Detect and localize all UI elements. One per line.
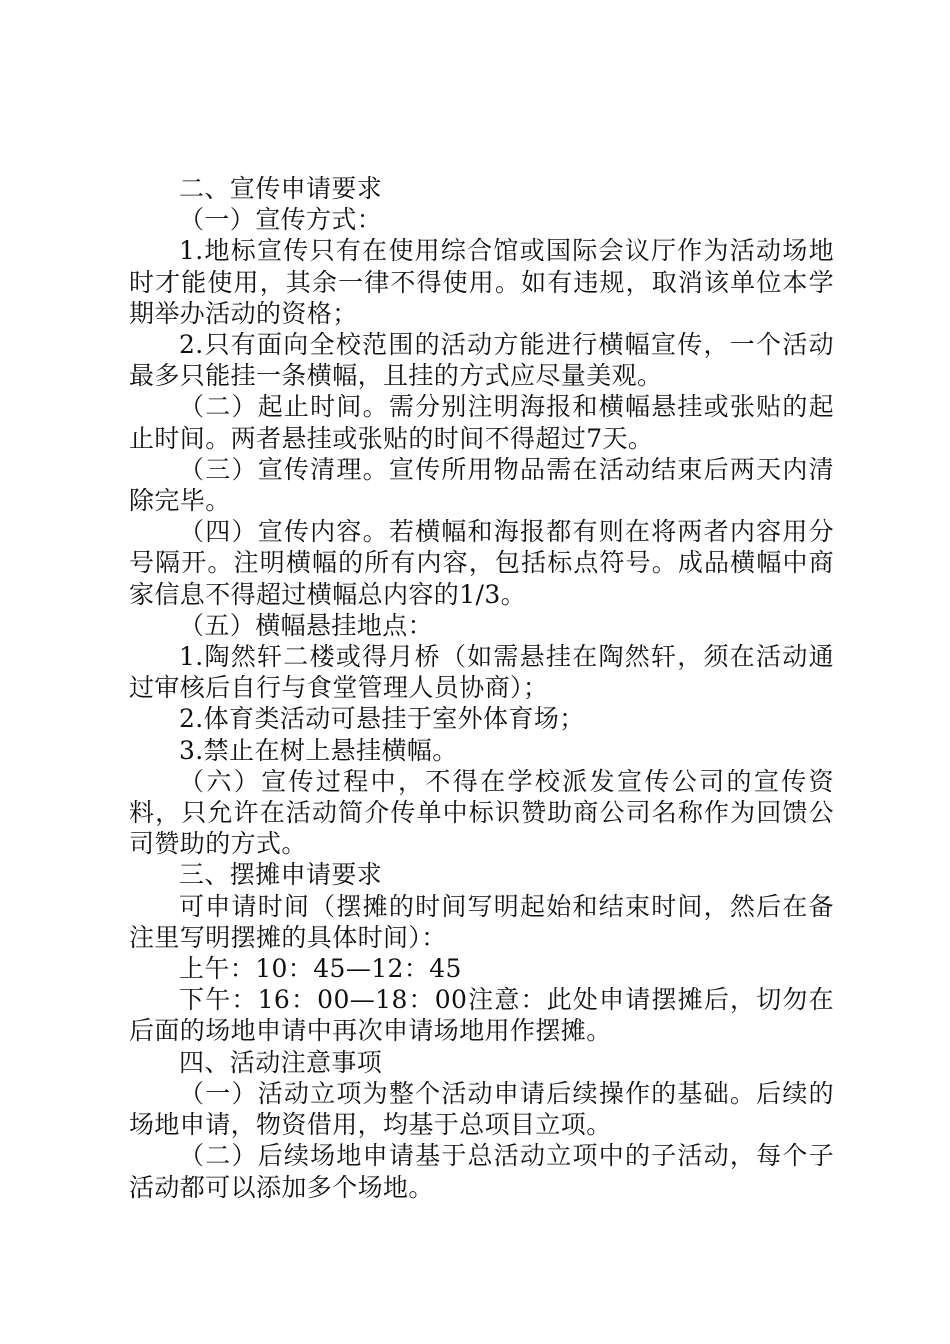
paragraph-location-1: 1.陶然轩二楼或得月桥（如需悬挂在陶然轩，须在活动通过审核后自行与食堂管理人员协商）； xyxy=(129,642,834,703)
paragraph-publicity-process: （六）宣传过程中，不得在学校派发宣传公司的宣传资料，只允许在活动简介传单中标识赞助商公司名称作为回馈公司赞助的方式。 xyxy=(129,766,834,859)
paragraph-afternoon-time: 下午：16：00—18：00注意：此处申请摆摊后，切勿在后面的场地申请中再次申请场地用作摆摊。 xyxy=(129,985,834,1046)
subheading-publicity-methods: （一）宣传方式： xyxy=(179,205,383,235)
subheading-banner-locations: （五）横幅悬挂地点： xyxy=(179,610,434,640)
section-heading-stall: 三、摆摊申请要求 xyxy=(179,860,383,890)
paragraph-morning-time: 上午：10：45—12：45 xyxy=(179,954,462,984)
paragraph-landmark-publicity: 1.地标宣传只有在使用综合馆或国际会议厅作为活动场地时才能使用，其余一律不得使用。如有违规，取消该单位本学期举办活动的资格； xyxy=(129,236,834,328)
paragraph-content: （四）宣传内容。若横幅和海报都有则在将两者内容用分号隔开。注明横幅的所有内容，包括标点符号。成品横幅中商家信息不得超过横幅总内容的1/3。 xyxy=(129,517,834,609)
paragraph-start-end-time: （二）起止时间。需分别注明海报和横幅悬挂或张贴的起止时间。两者悬挂或张贴的时间不得超过7天。 xyxy=(129,392,834,453)
paragraph-note-1: （一）活动立项为整个活动申请后续操作的基础。后续的场地申请，物资借用，均基于总项目立项。 xyxy=(129,1078,834,1140)
paragraph-note-2: （二）后续场地申请基于总活动立项中的子活动，每个子活动都可以添加多个场地。 xyxy=(129,1141,834,1202)
paragraph-banner-publicity: 2.只有面向全校范围的活动方能进行横幅宣传，一个活动最多只能挂一条横幅，且挂的方式应尽量美观。 xyxy=(129,330,834,391)
paragraph-location-2: 2.体育类活动可悬挂于室外体育场； xyxy=(179,704,585,734)
paragraph-stall-time: 可申请时间（摆摊的时间写明起始和结束时间，然后在备注里写明摆摊的具体时间）： xyxy=(129,891,834,952)
document-body xyxy=(129,173,834,1203)
paragraph-cleanup: （三）宣传清理。宣传所用物品需在活动结束后两天内清除完毕。 xyxy=(129,454,834,516)
section-heading-publicity: 二、宣传申请要求 xyxy=(179,174,383,203)
paragraph-location-3: 3.禁止在树上悬挂横幅。 xyxy=(179,735,458,765)
section-heading-notes: 四、活动注意事项 xyxy=(179,1047,383,1077)
